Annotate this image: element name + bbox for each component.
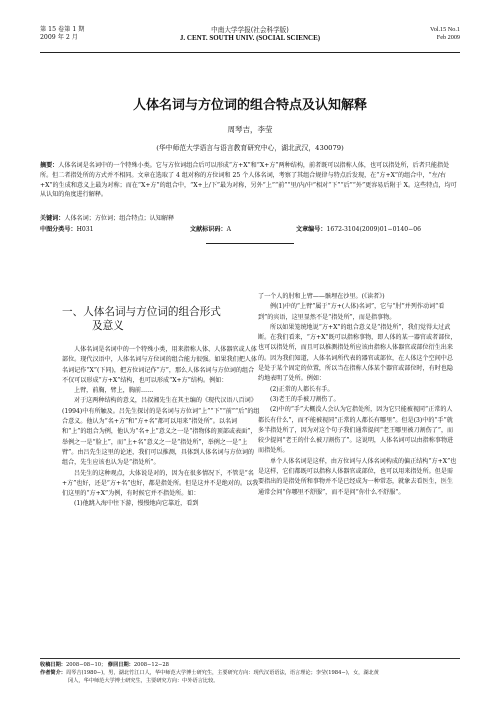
abstract-text: 人体名词是名词中的一个特殊小类。它与方位词组合后可以形成“方+X”和“X+方”两种结构，前者既可以指称人体，也可以指处所，后者只能指处所。但二者指处所的方式并不相同。文章在选取了 4 组对称的方位词和 25 个人体名词，考察了其组合规律与特点后发现，在“方+X”的组合中，“左/右+X”的生成和意义上最为对称；而在“X+方”的组合中，“X+上/下”最为对称，另外“上”“前”“里/内/中”相对“下”“后”“外”更容易后附于 X。这些特点，均可从认知的角度进行解释。: [40, 162, 457, 199]
paragraph: 单个人体名词是这样，由方位词与人体名词构成的偏正结构“方+X”也是这样，它们都既可以指称人体器官或部位，也可以用来指处所。但是需要指出的是指处所和事物并不是已经成为一种常态，就象去看医生，医生通常会问“你哪里不舒服”，而不是问“你什么不舒服”。: [258, 457, 457, 496]
article-number-label: 文章编号：: [296, 226, 327, 233]
keywords: [40, 214, 460, 224]
journal-name-en: J. CENT. SOUTH UNIV. (SOCIAL SCIENCE): [179, 34, 321, 42]
issue-date-en: Feb 2009: [436, 34, 460, 41]
author-bio-label: 作者简介：: [40, 670, 66, 677]
paragraph: 吕先生的这种观点，大体说是对的，因为在很多情况下，不管是“名+方”也好，还是“方+名”也好，都是指处所。但是这并不是绝对的。以我们这里的“方+X”为例，有时候它并不指处所。如：: [62, 469, 259, 498]
journal-name: [40, 26, 460, 42]
revised-value: 2008−12−28: [133, 662, 169, 668]
volume-issue: 第 15 卷第 1 期: [40, 26, 85, 33]
journal-name-cn: 中南大学学报(社会科学版): [211, 26, 289, 34]
classification-row: [40, 225, 460, 235]
right-column: [258, 292, 458, 498]
author-affiliation: (华中师范大学语言与语言教育研究中心，湖北武汉，430079): [156, 144, 344, 152]
footnote-rule: [40, 658, 460, 659]
example-line: 上臂，前胸，臂上，胸前……: [74, 387, 154, 395]
section-divider: [206, 243, 294, 244]
author-bio: [40, 669, 460, 677]
author-bio-line2: 冈人，华中师范大学博士研究生，主要研究方向：中外语言比较。: [68, 678, 219, 685]
received-label: 收稿日期：: [40, 662, 66, 668]
section-heading: [62, 305, 260, 333]
article-title: 人体名词与方位词的组合特点及认知解释: [132, 98, 367, 113]
keywords-label: 关键词：: [40, 215, 65, 222]
paragraph: 了一个人的肘和上臂——骸埋在沙里。(《读者》): [258, 293, 385, 300]
volume-issue-en: Vol.15 No.1: [430, 26, 460, 33]
clc-label: 中图分类号：: [40, 226, 77, 233]
clc-field: [40, 225, 94, 235]
paragraph: 所以如果笼统地说“方+X”的组合意义是“指处所”，我们觉得太过武断。在我们看来，“方+X”既可以指称事物，即人体的某一器官或者部位，也可以指处所，而且可以推测指处所应该由指称人体器官或部位衍生出来的。因为我们知道，人体名词所代表的器官或部位，在人体这个空间中总是处于某个固定的位置，所以当在指称人体某个器官或部位时，有时也隐约地表明了处所。例如：: [258, 323, 457, 383]
doc-code-label: 文献标识码：: [190, 226, 227, 233]
article-number-field: [296, 225, 421, 235]
section-heading-line2: 及意义: [92, 320, 124, 332]
example-line: (2)正常的人都长有手。: [270, 385, 334, 393]
section-heading-line1: 一、人体名词与方位词的组合形式: [62, 306, 221, 318]
paragraph: 例(1)中的“上臂”属于“方+(人体)名词”，它与“肘”并列作动词“看到”的宾语，这里显然不是“指处所”，而是指事物。: [258, 303, 445, 321]
received-value: 2008−08−10；: [65, 662, 107, 668]
abstract: [40, 161, 460, 200]
doc-code-value: A: [226, 226, 231, 233]
article-number-value: 1672-3104(2009)01−0140−06: [326, 226, 422, 233]
doc-code-field: [190, 225, 231, 235]
author-bio-line1: 周琴吉(1980−)，男，湖北竹江口人，华中师范大学博士研究生，主要研究方向：现代汉语语法，语言理论；李莹(1984−)，女，湖北黄: [65, 670, 379, 677]
footnotes: [40, 661, 460, 686]
abstract-label: 摘要：: [40, 162, 59, 169]
volume-info-en: [430, 26, 460, 42]
running-header: [40, 26, 460, 52]
issue-date: 2009 年 2 月: [40, 34, 78, 41]
clc-value: H031: [76, 226, 94, 233]
article-authors: 周琴吉，李莹: [227, 125, 273, 134]
revised-label: 修回日期：: [107, 662, 134, 668]
header-rule: [40, 52, 460, 53]
example-line: (3)老王的手被刀割伤了。: [270, 395, 340, 403]
keywords-text: 人体名词；方位词；组合特点；认知解释: [64, 215, 175, 222]
left-column: [62, 345, 260, 510]
paragraph: 人体名词是名词中的一个特殊小类，用来指称人体、人体器官或人体部位。现代汉语中，人体名词与方位词的组合能力很强。如果我们把人体名词记作“X”(下同)，把方位词记作“方”，那么人体名词与方位词的组合不仅可以形成“方+X”结构，也可以形成“X+方”结构。例如：: [62, 346, 257, 384]
received-dates: [40, 661, 460, 669]
paragraph: 对于这两种结构的意义，吕叔湘先生在其主编的《现代汉语八百词》(1994)中有所触及。吕先生探讨的是名词与方位词“上”“下”“前”“后”的组合意义。他认为“名+方”和“方+名”都可以用来“指处所”。以名词和“上”的组合为例，他认为“名+上”意义之一是“指物体的顶部或表面”，举例之一是“脸上”，而“上+名”意义之一是“指处所”，举例之一是“上臂”。由吕先生这里的论述，我们可以推测，具体到人体名词与方位词的组合，先生应该也认为是“指处所”。: [62, 397, 260, 467]
example-line: (1)他跳入海中往下游，慢慢地向它靠近，看到: [74, 500, 199, 508]
paragraph: (2)中的“手”大概没人会认为它指处所，因为它只能被视同“正常的人都长有什么”，而不能被视同“正常的人都长有哪里”。但是(3)中的“手”就多半指处所了，因为对这个句子我们通常提问“老王哪里被刀割伤了”，而较少提问“老王的什么被刀割伤了”。这说明，人体名词可以由指称事物进而指处所。: [258, 406, 454, 455]
